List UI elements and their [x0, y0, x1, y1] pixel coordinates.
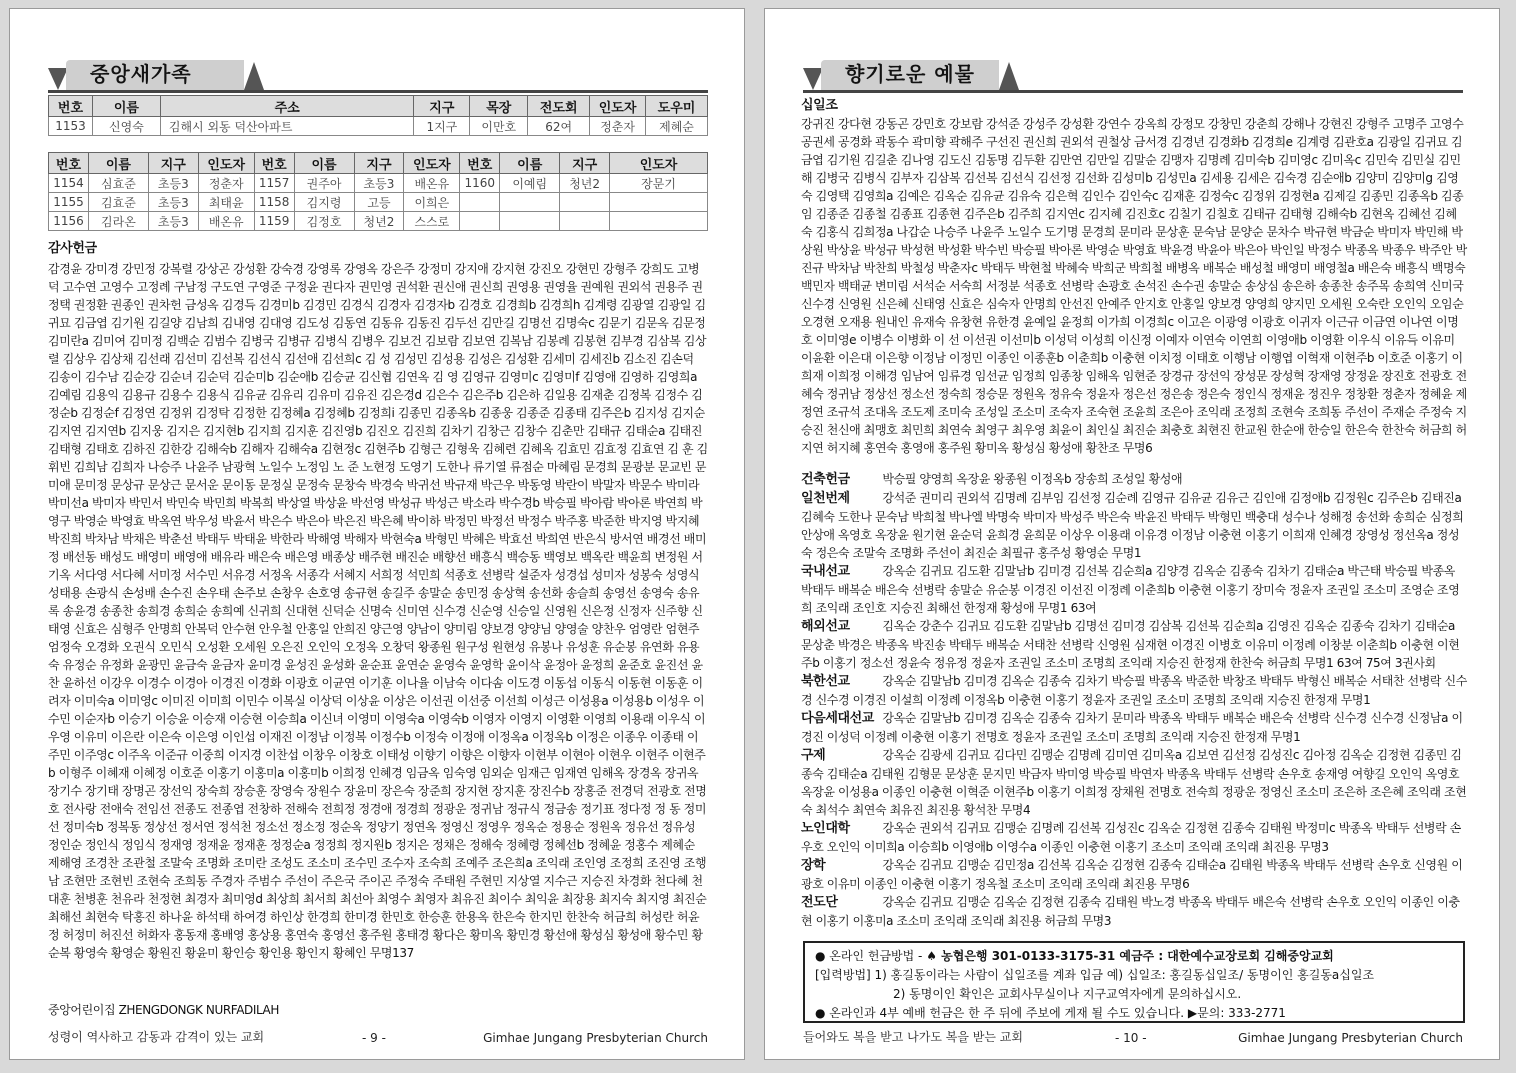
table-cell: 정춘자 — [590, 117, 646, 136]
thanks-donor-tail: 중앙어린이집 ZHENGDONGK NURFADILAH — [48, 1003, 279, 1017]
table-cell: 1지구 — [414, 117, 470, 136]
table-cell — [500, 193, 560, 212]
table-cell: 이예림 — [500, 174, 560, 193]
table-cell: 배온유 — [198, 212, 254, 231]
footer-motto: 성령이 역사하고 감동과 감격이 있는 교회 — [48, 1030, 265, 1044]
offering-category — [801, 489, 1467, 562]
info-homonym-note: 2) 동명이인 확인은 교회사무실이나 지구교역자에게 문의하십시오. — [893, 987, 1242, 1001]
table-header-cell: 도우미 — [646, 96, 708, 117]
table-header-cell: 이름 — [294, 153, 354, 174]
table-row — [49, 174, 708, 193]
table-header-cell: 주소 — [160, 96, 414, 117]
offering-category — [801, 856, 1467, 893]
table-cell: 초등3 — [354, 174, 404, 193]
table-cell: 이만호 — [470, 117, 528, 136]
info-online-note: ● 온라인과 4부 예배 헌금은 한 주 뒤에 주보에 게재 될 수도 있습니다. ▶문의: 333-2771 — [815, 1006, 1286, 1020]
table-cell — [460, 193, 500, 212]
table-cell: 장문기 — [610, 174, 708, 193]
table-cell — [500, 212, 560, 231]
offering-category — [801, 746, 1467, 819]
new-family-table-list — [48, 152, 708, 231]
table-cell: 최태윤 — [198, 193, 254, 212]
category-label: 구제 — [801, 748, 826, 763]
footer-church-name: Gimhae Jungang Presbyterian Church — [483, 1031, 708, 1045]
category-label: 노인대학 — [801, 821, 850, 836]
category-label: 다음세대선교 — [801, 711, 874, 726]
table-cell — [560, 212, 610, 231]
table-header-cell: 지구 — [354, 153, 404, 174]
table-cell: 고등 — [354, 193, 404, 212]
table-cell: 청년2 — [560, 174, 610, 193]
table-cell — [610, 193, 708, 212]
table-header-cell: 지구 — [148, 153, 198, 174]
info-line1-prefix: ● 온라인 헌금방법 - — [815, 949, 927, 963]
table-cell: 1156 — [49, 212, 89, 231]
table-header-cell: 목장 — [470, 96, 528, 117]
tithe-heading: 십일조 — [801, 98, 838, 113]
info-input-method: [입력방법] 1) 홍길동이라는 사람이 십일조를 계좌 입금 예) 십일조: 홍길동십일조/ 동명이인 홍길동a십일조 — [815, 968, 1375, 982]
new-family-table-main — [48, 95, 708, 136]
category-label: 북한선교 — [801, 674, 850, 689]
table-cell: 신영숙 — [92, 117, 160, 136]
offering-categories — [801, 470, 1467, 930]
table-header-cell: 이름 — [88, 153, 148, 174]
table-header-cell: 이름 — [500, 153, 560, 174]
category-donor-list: 강석준 권미리 권외석 김명례 김부임 김선정 김순례 김영규 김유균 김유근 김인애 김정애b 김정원c 김주은b 김태진a 김혜숙 도한나 문숙남 박희철 박나엘 박명숙 박미자 박성주 박은숙 박윤진 박태두 박형민 백충대 성수나 성해정 송선화 송희순 심정희 안상애 옥영호 옥장윤 원기현 윤순덕 윤희경 윤희문 이상우 이용래 이유경 이정남 이충현 이홍기 이희재 인혜경 장영성 정선옥a 정성숙 정은숙 조말숙 조명화 주선이 최진순 최필규 홍주성 황영순 무명1 — [801, 491, 1464, 560]
table-cell: 권주아 — [294, 174, 354, 193]
table-cell — [610, 212, 708, 231]
table-cell — [460, 212, 500, 231]
table-cell: 1158 — [254, 193, 294, 212]
online-offering-info — [803, 941, 1465, 1023]
category-donor-list: 강옥순 김귀묘 김맹순 김옥순 김정현 김종숙 김태원 박노경 박종옥 박태두 배은숙 선병락 손우호 오인익 이종인 이충현 이홍기 이홍미a 조소미 조익래 조익래 최진용 허금희 무명3 — [801, 895, 1460, 928]
category-donor-list: 강옥순 김광세 김귀묘 김다민 김맹순 김명례 김미연 김미옥a 김보연 김선정 김성진c 김아정 김옥순 김정현 김종민 김종숙 김태순a 김태원 김형문 문상훈 문지민 박금자 박미영 박승필 박연자 박종옥 박태두 선병락 손우호 송재영 여향길 오인익 옥영호 옥장윤 이성용a 이종인 이충현 이혁준 이현주b 이홍기 이희정 장채원 전명호 전숙희 정광운 정영신 조소미 조은하 조은혜 조익래 조현숙 최석수 최연숙 최유진 최진용 황석찬 무명4 — [801, 748, 1467, 817]
table-cell: 1160 — [460, 174, 500, 193]
category-donor-list: 강옥순 권외석 김귀묘 김맹순 김명례 김선복 김성진c 김옥순 김정현 김종숙 김태원 박정미c 박종옥 박태두 선병락 손우호 오인익 이미희a 이승희b 이영애b 이영수a 이종인 이충현 이홍기 조소미 조익래 조익래 최진용 무명3 — [801, 821, 1461, 854]
table-cell: 62여 — [528, 117, 590, 136]
table-cell: 김라온 — [88, 212, 148, 231]
category-donor-list: 강옥순 김귀묘 김맹순 김민정a 김선복 김옥순 김정현 김종숙 김태순a 김태원 박종옥 박태두 선병락 손우호 신영원 이광호 이유미 이종인 이충현 이홍기 정옥철 조소미 조익래 조익래 최진용 무명6 — [801, 858, 1463, 891]
table-header-cell: 지구 — [414, 96, 470, 117]
table-cell: 1157 — [254, 174, 294, 193]
table-cell: 김지령 — [294, 193, 354, 212]
table-cell: 제혜순 — [646, 117, 708, 136]
footer-church-name: Gimhae Jungang Presbyterian Church — [1238, 1031, 1463, 1045]
table-header-cell: 인도자 — [198, 153, 254, 174]
table-cell: 청년2 — [354, 212, 404, 231]
table-header-cell: 번호 — [254, 153, 294, 174]
table-cell: 1154 — [49, 174, 89, 193]
table-cell: 김해시 외동 덕산아파트 — [160, 117, 414, 136]
info-bank-account: ♠ 농협은행 301-0133-3175-31 예금주 : 대한예수교장로회 김해중앙교회 — [926, 949, 1334, 963]
thanks-heading: 감사헌금 — [48, 241, 97, 256]
table-header-cell: 인도자 — [590, 96, 646, 117]
table-cell: 심효준 — [88, 174, 148, 193]
page-left — [9, 8, 745, 1060]
table-cell: 정춘자 — [198, 174, 254, 193]
table-cell: 1153 — [49, 117, 93, 136]
category-donor-list: 강옥순 김말남b 김미경 김옥순 김종숙 김차기 문미라 박종옥 박태두 배복순 배은숙 선병락 신수경 신수경 신정남a 이경진 이성덕 이정례 이충현 이홍기 전명호 정윤자 조권일 조소미 조명희 조익래 지승진 한정재 무명1 — [801, 711, 1463, 744]
table-cell: 1155 — [49, 193, 89, 212]
section-title-new-family — [48, 55, 708, 93]
table-header-cell: 인도자 — [404, 153, 460, 174]
table-cell: 1159 — [254, 212, 294, 231]
table-header-cell: 이름 — [92, 96, 160, 117]
table-cell: 배온유 — [404, 174, 460, 193]
offering-category — [801, 617, 1467, 672]
table-row — [49, 212, 708, 231]
table-cell: 김효준 — [88, 193, 148, 212]
section-title-text: 향기로운 예물 — [845, 62, 975, 86]
category-label: 건축헌금 — [801, 472, 850, 487]
offering-category — [801, 672, 1467, 709]
category-donor-list: 김옥순 강춘수 김귀묘 김도환 김말남b 김명선 김미경 김삼복 김선복 김순희a 김영진 김옥순 김종숙 김차기 김태순a 문상춘 박경은 박종옥 박진송 박태두 배복순 서태찬 선병락 신영원 심재현 이경진 이병호 이유미 이정례 이창분 이춘희b 이충현 이현주b 이홍기 정소선 정윤숙 정유정 정윤자 조권일 조소미 조명희 조익래 지승진 한정재 한찬숙 허금희 무명1 63여 75여 3권사회 — [801, 619, 1460, 670]
page-number: - 10 - — [1115, 1031, 1147, 1045]
category-donor-list: 강옥순 김말남b 김미경 김옥순 김종숙 김차기 박승필 박종옥 박준한 박창조 박태두 박형신 배복순 서태찬 선병락 신수경 신수경 이경진 이설희 이정례 이정옥b 이충현 이홍기 정윤자 조권일 조소미 조명희 조익래 지승진 한정재 무명1 — [801, 674, 1467, 707]
category-label: 전도단 — [801, 895, 838, 910]
footer-motto: 들어와도 복을 받고 나가도 복을 받는 교회 — [803, 1030, 1023, 1044]
table-cell: 김정호 — [294, 212, 354, 231]
table-cell: 초등3 — [148, 174, 198, 193]
table-header-cell: 전도회 — [528, 96, 590, 117]
table-cell: 이희은 — [404, 193, 460, 212]
offering-category — [801, 709, 1467, 746]
category-label: 일천번제 — [801, 491, 850, 506]
offering-category — [801, 893, 1467, 930]
category-label: 국내선교 — [801, 564, 850, 579]
category-donor-list: 강옥순 김귀묘 김도환 김말남b 김미경 김선복 김순희a 김양경 김옥순 김종숙 김차기 김태순a 박근태 박승필 박종옥 박태두 배복순 배은숙 선병락 송말순 유순봉 이경진 이선진 이정례 이춘희b 이충현 이홍기 장미숙 정윤자 조권일 조소미 조영순 조영희 조익래 조인호 지승진 최해선 한정재 황성애 무명1 63여 — [801, 564, 1460, 615]
table-cell: 스스로 — [404, 212, 460, 231]
page-right — [764, 8, 1500, 1060]
offering-category — [801, 470, 1467, 489]
page-number: - 9 - — [362, 1031, 386, 1045]
table-row — [49, 193, 708, 212]
category-donor-list: 박승필 양영희 옥장윤 왕종원 이정옥b 장송희 조성일 황성애 — [882, 472, 1183, 486]
category-label: 해외선교 — [801, 619, 850, 634]
table-header-cell: 인도자 — [610, 153, 708, 174]
table-header-cell: 지구 — [560, 153, 610, 174]
section-title-text: 중앙새가족 — [90, 62, 192, 86]
table-header-cell: 번호 — [49, 96, 93, 117]
category-label: 장학 — [801, 858, 826, 873]
section-title-offerings — [803, 55, 1463, 93]
offering-category — [801, 562, 1467, 617]
table-cell: 초등3 — [148, 193, 198, 212]
table-cell — [560, 193, 610, 212]
thanks-donor-list: 감경윤 강미경 강민정 강복렬 강상곤 강성환 강숙경 강영록 강영옥 강은주 강정미 강지애 강지현 강진오 강현민 강형주 강희도 고병덕 고수연 고영수 고정례 구남정 구도연 구영준 구정윤 권다자 권민영 권석환 권신애 권신희 권영용 권영율 권예원 권외석 권용주 권정택 권정환 권종인 권차헌 금성옥 김경득 김경미b 김경민 김경식 김경자 김경자b 김경호 김경희b 김경희h 김계령 김광열 김광일 김귀묘 김금엽 김기원 김길양 김남희 김내영 김대영 김도성 김동연 김동유 김동진 김두선 김만길 김명선 김명숙c 김문기 김문옥 김문정 김미란a 김미여 김미정 김백순 김범수 김병국 김병규 김병식 김병우 김보건 김보람 김보연 김복남 김봉례 김봉현 김부경 김삼복 김상렬 김상우 김상채 김선래 김선미 김선복 김선식 김선애 김선희c 김 성 김성민 김성용 김성은 김성환 김세미 김세진b 김소진 김손덕 김송이 김수남 김순강 김순녀 김순덕 김순미b 김순애b 김승균 김신협 김연옥 김 영 김영규 김영미c 김영미f 김영애 김영하 김영희a 김예림 김용익 김용규 김용수 김용식 김유균 김유리 김유미 김유진 김은경d 김은수 김은주b 김은하 김일용 김재춘 김정복 김정수 김정순b 김정순f 김정연 김정위 김정탁 김정한 김정혜a 김정혜b 김정희i 김종민 김종옥b 김종웅 김종준 김종태 김주은b 김지성 김지순 김지연 김지연b 김지웅 김지은 김지현b 김지희 김지훈 김진영b 김진오 김진희 김차기 김창근 김창수 김춘만 김태규 김태순a 김태진 김태형 김태호 김하진 김한강 김해숙b 김해자 김해숙a 김현정c 김현주b 김형근 김형욱 김혜련 김혜옥 김효민 김효정 김효연 김 훈 김휘빈 김희남 김희자 나승주 나윤주 남광혁 노일수 노정임 노 준 노현정 도영기 도한나 류기열 류점순 마혜림 문경희 문광분 문교빈 문미애 문미정 문상규 문상근 문서운 문이동 문정실 문정숙 문창숙 박경숙 박귀선 박규재 박근우 박동영 박란이 박말자 박문수 박미라 박미선a 박미자 박민서 박민숙 박민희 박복희 박상열 박상윤 박선영 박성규 박성근 박소라 박수경b 박승필 박아람 박아론 박연희 박영구 박영순 박영효 박옥연 박우성 박윤서 박은수 박은아 박은진 박은혜 박이하 박정민 박정선 박정수 박주홍 박준한 박지영 박지혜 박진희 박차남 박채은 박춘선 박태두 박태윤 박한라 박해영 박해자 박현숙a 박형민 박혜은 박효선 박희연 반은식 방서연 배경선 배미정 배선동 배성도 배영미 배영애 배유라 배은숙 배은영 배종상 배주현 배진순 배향선 배흥식 백승동 백영보 백옥란 백윤희 변정원 서기옥 서다영 서다혜 서미정 서수민 서유경 서정옥 서종각 서혜지 서희정 석민희 석종호 선병락 설준자 성경섭 성미자 성봉숙 성영식 성태용 손광식 손성배 손수진 손우태 손주보 손창우 손호영 송규현 송길주 송말순 송민정 송상혁 송선화 송슬희 송영선 송영숙 송유록 송윤경 송종찬 송희경 송희순 송희예 신귀희 신대현 신덕순 신명숙 신미연 신수경 신순영 신승일 신영원 신은정 신정자 신주향 신태영 신효은 심형주 안명희 안복덕 안수현 안우철 안홍일 안희진 양근영 양남이 양미림 양보경 양양님 양영술 양찬우 엄영란 엄현주 엄정숙 오경화 오권식 오민식 오성환 오세원 오은진 오인익 오정옥 오창덕 왕종원 원구성 원현성 유봉나 유성훈 유순봉 유연화 유용숙 유정순 유정화 윤광민 윤금숙 윤금자 윤미경 윤성진 윤성화 윤순표 윤연순 윤영숙 윤영학 윤이삭 윤정아 윤정희 윤준호 윤진선 윤 찬 윤하선 이강우 이경수 이경아 이경진 이경화 이광호 이균연 이기훈 이나율 이남숙 이다솜 이도경 이동섭 이동식 이동현 이동훈 이려자 이미숙a 이미영c 이미진 이미희 이민수 이복실 이상덕 이상윤 이상은 이선권 이선중 이선희 이성근 이성용a 이성용b 이성우 이수민 이순자b 이승기 이승윤 이승재 이승현 이승희a 이신녀 이영미 이영숙a 이영숙b 이영자 이영지 이영환 이영희 이용래 이우식 이우영 이유미 이은란 이은숙 이은영 이인섭 이재진 이정남 이정복 이정수b 이정숙 이정애 이정옥a 이정옥b 이정은 이종우 이종태 이주민 이주영c 이주옥 이준규 이중희 이지경 이찬섭 이창우 이창호 이태성 이향기 이향은 이향자 이현부 이현아 이현우 이현주 이현주b 이형주 이혜재 이혜정 이호준 이홍기 이홍미a 이홍미b 이희정 인혜경 임금옥 임숙영 임외순 임재근 임재연 임해옥 장경옥 장귀옥 장기수 장기태 장명곤 장선익 장숙희 장승훈 장영숙 장원수 장윤미 장은숙 장준희 장지현 장지훈 장진수b 장홍준 전경덕 전광호 전명호 전사랑 전애숙 전임선 전종도 전종엽 전창하 전해숙 전희정 정경애 정경희 정광운 정귀남 정규식 정금송 정기표 정다정 정 동 정미선 정미숙b 정복동 정상선 정서연 정석천 정소선 정소정 정순옥 정양기 정연옥 정영신 정영우 정옥순 정용순 정원옥 정유선 정유성 정인순 정인식 정임식 정재영 정재윤 정재훈 정정순a 정정희 정지원b 정지은 정채은 정해숙 정혜령 정혜선b 정혜윤 정홍수 제혜순 제해영 조경찬 조관철 조말숙 조명화 조미란 조성도 조소미 조수민 조수자 조숙희 조예주 조은희a 조익래 조인영 조정희 조진영 조행남 조현만 조현빈 조현숙 조희동 주경자 주범수 주선이 주은국 주이곤 주정숙 주태원 주현민 지상열 지수근 지승진 차경화 천다혜 천대훈 천병훈 천유라 천정현 최경자 최미영d 최상희 최서희 최선아 최영수 최영자 최유진 최이수 최익윤 최장용 최지숙 최지영 최진순 최해선 최현숙 탁홍진 하나윤 하석태 하여경 하인상 한경희 한미경 한민호 한승훈 한용옥 한은숙 한지민 한찬숙 허금희 허성란 허윤정 허정미 허진선 허화자 홍동재 홍배영 홍상용 홍연숙 홍영선 홍주원 홍태경 황다은 황미옥 황민경 황선애 황성심 황성애 황수민 황순복 황영숙 황영순 황원진 황윤미 황인승 황인용 황인지 황혜인 무명137 — [48, 262, 708, 960]
offering-category — [801, 819, 1467, 856]
tithe-donor-list: 강귀진 강다현 강동곤 강민호 강보람 강석준 강성주 강성환 강연수 강옥희 강정모 강창민 강춘희 강해나 강현진 강형주 고명주 고영수 공권세 공경화 곽동수 곽미향 곽해주 구선진 권신희 권외석 권철상 금서경 김경년 김경화b 김경희e 김계령 김관호a 김광일 김귀묘 김금엽 김기원 김길춘 김나영 김도신 김동명 김두환 김만연 김만일 김말순 김맹자 김명례 김미숙b 김미영c 김미옥c 김민숙 김민실 김민해 김병국 김병식 김부자 김삼복 김선복 김선식 김선정 김선화 김성미b 김성민a 김세용 김세은 김숙경 김순애b 김양미 김양미g 김영숙 김영택 김영희a 김예은 김옥순 김유균 김유숙 김은혁 김인수 김인숙c 김재훈 김정숙c 김정위 김정현a 김제길 김종민 김종옥b 김종임 김종준 김종철 김종표 김종현 김주은b 김주희 김지연c 김지혜 김진호c 김칠기 김칠호 김태규 김태형 김해숙b 김현옥 김혜선 김혜숙 김홍식 김희정a 나갑순 나승주 나윤주 노일수 도기명 문경희 문미라 문상훈 문숙남 문양순 문차수 박규현 박금순 박미자 박민해 박상원 박상윤 박성규 박성현 박성환 박수빈 박승필 박아론 박영순 박영효 박윤경 박윤아 박은아 박인일 박정수 박종옥 박종우 박주안 박진규 박차남 박찬희 박철성 박춘자c 박태두 박현철 박혜숙 박희군 박희철 배병옥 배복순 배성철 배영미 배영철a 배은숙 배흥식 백명숙 백민자 백태균 변미림 서석순 서숙희 서정분 석종호 선병락 손광호 손석진 손수권 송말순 송상심 송은하 송종찬 송주목 송희역 신미국 신수경 신영원 신은혜 신태영 신효은 심숙자 안명희 안선진 안예주 안지호 안홍일 양보경 양영희 양지민 오세원 오숙란 오인익 오임순 오경현 오재용 원내인 유재숙 유창현 유한경 윤예일 윤정희 이가희 이경희c 이고은 이광영 이광호 이귀자 이근규 이금연 이나연 이명호 이미영e 이병수 이병화 이 선 이선권 이선미b 이성덕 이성희 이신정 이예자 이연숙 이연희 이영애b 이영환 이우식 이유득 이유미 이윤환 이은대 이은향 이정남 이정민 이종인 이종훈b 이춘희b 이충현 이치정 이태호 이행남 이행엽 이혁재 이현주b 이호준 이홍기 이희재 이희정 이해경 임남여 임류경 임선균 임정희 임종창 임해옥 임현준 장경규 장선익 장성문 장성혁 장재영 장정윤 장진호 전광호 전혜숙 정귀남 정상선 정소선 정숙희 정승문 정원옥 정유숙 정윤자 정은선 정은송 정은숙 정인식 정재윤 정진우 정창환 정춘자 정혜윤 제정연 조규석 조대옥 조도제 조미숙 조성일 조소미 조숙자 조숙현 조윤희 조은아 조익래 조정희 조현숙 조희동 주선이 주재순 주정숙 지승진 천신애 최맹호 최민희 최연숙 최영구 최우영 최윤이 최인실 최진순 최충호 최현진 한교원 한순애 한승일 한은숙 한찬숙 허금희 허지연 허지혜 홍연숙 홍영애 홍주원 황미옥 황성심 황성애 황찬조 무명6 — [801, 117, 1467, 455]
table-header-cell: 번호 — [49, 153, 89, 174]
table-header-cell: 번호 — [460, 153, 500, 174]
table-cell: 초등3 — [148, 212, 198, 231]
